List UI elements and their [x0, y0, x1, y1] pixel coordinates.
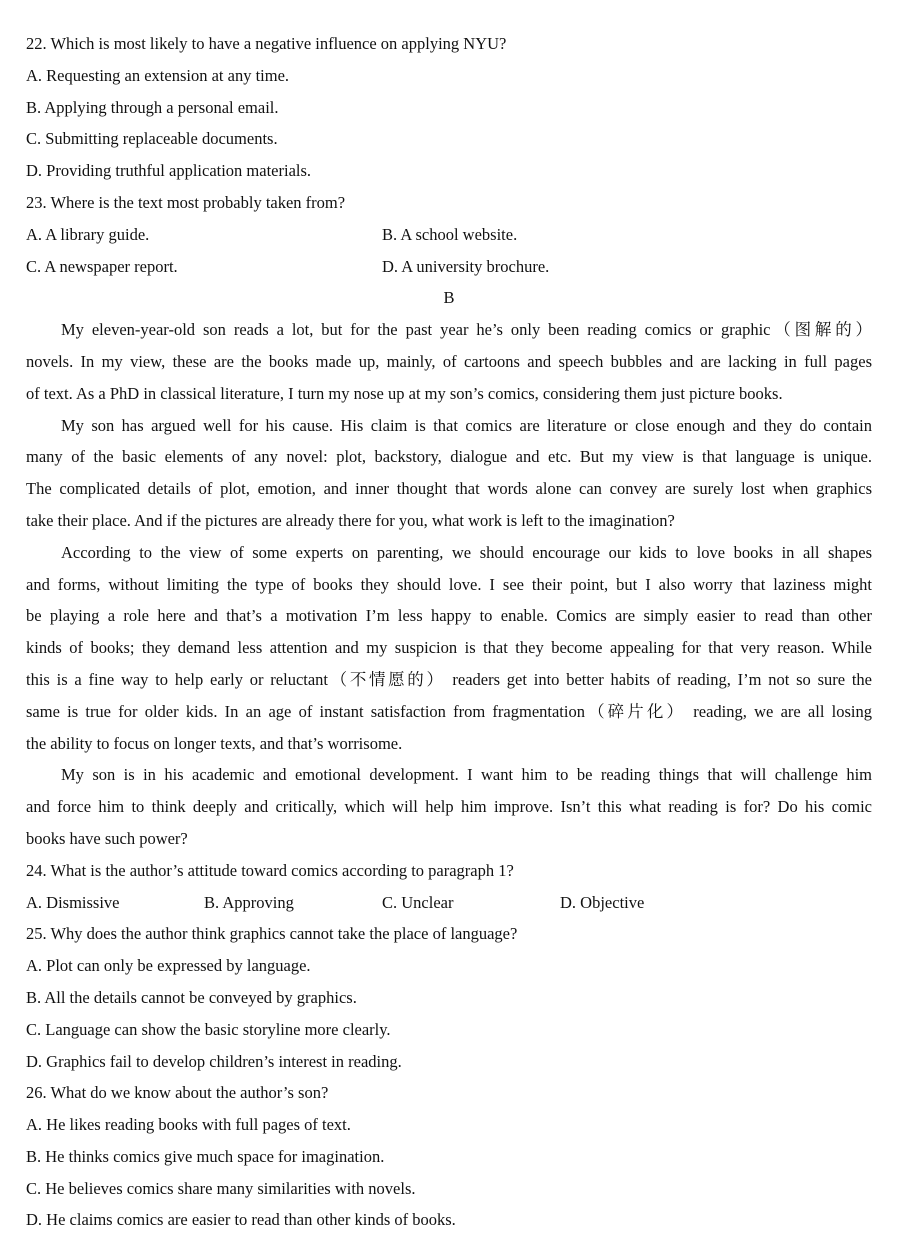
passage-line: kinds of books; they demand less attention and my suspicion is that they become appealing for that very reason. While	[26, 638, 872, 658]
q23-option-b: B. A school website.	[382, 224, 518, 244]
q23-option-c: C. A newspaper report.	[26, 256, 178, 276]
q26-option-c: C. He believes comics share many similarities with novels.	[26, 1178, 416, 1198]
q26-option-b: B. He thinks comics give much space for imagination.	[26, 1146, 385, 1166]
q24-options-row	[26, 887, 872, 919]
q25-option-a: A. Plot can only be expressed by language.	[26, 956, 311, 976]
q26-option-a: A. He likes reading books with full pages of text.	[26, 1115, 351, 1135]
q26-option-d: D. He claims comics are easier to read than other kinds of books.	[26, 1210, 456, 1230]
question-26: 26. What do we know about the author’s son?	[26, 1083, 329, 1103]
passage-line: My son has argued well for his cause. His claim is that comics are literature or close enough and they do contain	[61, 415, 872, 435]
question-24: 24. What is the author’s attitude toward comics according to paragraph 1?	[26, 860, 514, 880]
question-25: 25. Why does the author think graphics cannot take the place of language?	[26, 924, 518, 944]
q24-option-b: B. Approving	[204, 892, 294, 912]
passage-line: many of the basic elements of any novel: plot, backstory, dialogue and etc. But my view is that language is unique.	[26, 447, 872, 467]
passage-line: books have such power?	[26, 828, 188, 848]
question-22: 22. Which is most likely to have a negative influence on applying NYU?	[26, 34, 507, 53]
q24-option-a: A. Dismissive	[26, 892, 120, 912]
q23-option-a: A. A library guide.	[26, 224, 150, 244]
q25-option-d: D. Graphics fail to develop children’s interest in reading.	[26, 1051, 402, 1071]
passage-line: and forms, without limiting the type of books they should love. I see their point, but I also worry that laziness might	[26, 574, 872, 594]
passage-line: take their place. And if the pictures are already there for you, what work is left to the imagination?	[26, 510, 675, 530]
passage-line: same is true for older kids. In an age of instant satisfaction from fragmentation（碎片化） reading, we are all losing	[26, 701, 872, 721]
passage-line: the ability to focus on longer texts, and that’s worrisome.	[26, 733, 403, 753]
passage-line: My eleven-year-old son reads a lot, but for the past year he’s only been reading comics or graphic（图解的）	[61, 320, 872, 340]
section-label: B	[443, 288, 455, 308]
passage-line: According to the view of some experts on parenting, we should encourage our kids to love books in all shapes	[61, 542, 872, 562]
q22-option-d: D. Providing truthful application materials.	[26, 161, 312, 181]
passage-line: be playing a role here and that’s a motivation I’m less happy to enable. Comics are simply easier to read than other	[26, 606, 872, 626]
passage-line: and force him to think deeply and critically, which will help him improve. Isn’t this what reading is for? Do his comic	[26, 797, 872, 817]
q23-options-row-1	[26, 219, 872, 251]
passage-line: The complicated details of plot, emotion, and inner thought that words alone can convey are surely lost when graphics	[26, 479, 872, 499]
q22-option-c: C. Submitting replaceable documents.	[26, 129, 278, 149]
q22-option-b: B. Applying through a personal email.	[26, 97, 279, 117]
exam-page	[26, 28, 872, 1236]
passage-line: of text. As a PhD in classical literature, I turn my nose up at my son’s comics, considering them just picture books.	[26, 383, 783, 403]
q23-options-row-2	[26, 251, 872, 283]
question-23: 23. Where is the text most probably taken from?	[26, 192, 346, 212]
q25-option-c: C. Language can show the basic storyline more clearly.	[26, 1019, 391, 1039]
q23-option-d: D. A university brochure.	[382, 256, 550, 276]
q24-option-d: D. Objective	[560, 892, 645, 912]
passage-line: novels. In my view, these are the books made up, mainly, of cartoons and speech bubbles and are lacking in full pages	[26, 351, 872, 371]
q25-option-b: B. All the details cannot be conveyed by graphics.	[26, 987, 357, 1007]
passage	[26, 314, 872, 855]
passage-line: this is a fine way to help early or reluctant（不情愿的） readers get into better habits of reading, I’m not so sure the	[26, 669, 872, 689]
q24-option-c: C. Unclear	[382, 892, 454, 912]
q22-option-a: A. Requesting an extension at any time.	[26, 65, 290, 85]
passage-line: My son is in his academic and emotional development. I want him to be reading things that will challenge him	[61, 765, 872, 785]
